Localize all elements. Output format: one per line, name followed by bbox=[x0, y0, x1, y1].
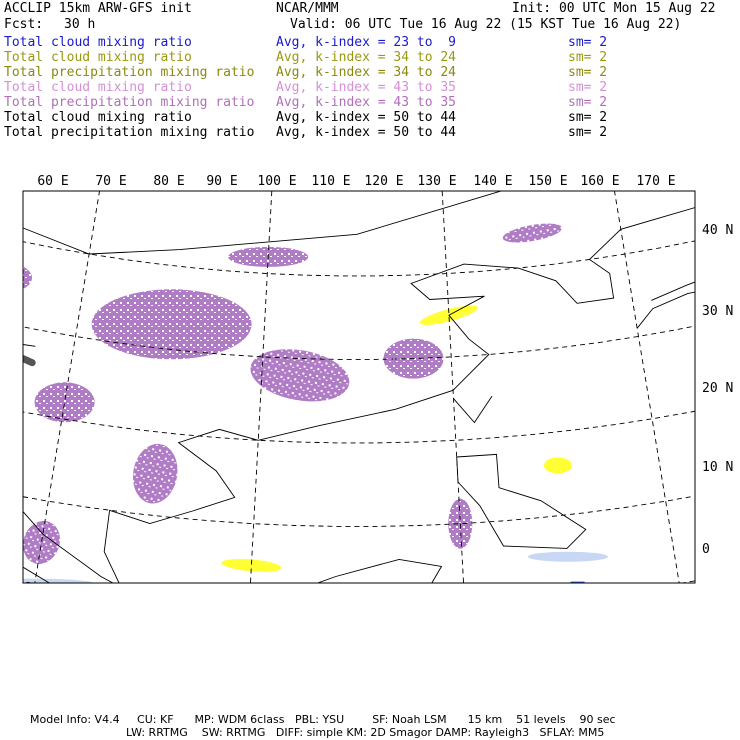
longitude-tick-label: 140 E bbox=[473, 174, 513, 189]
longitude-tick-label: 70 E bbox=[95, 174, 127, 189]
field-name: Total cloud mixing ratio bbox=[4, 80, 192, 95]
latitude-tick-label: 20 N bbox=[702, 381, 734, 396]
longitude-tick-label: 160 E bbox=[580, 174, 620, 189]
longitude-tick-label: 60 E bbox=[37, 174, 69, 189]
field-smoothing: sm= 2 bbox=[568, 50, 608, 65]
field-levels: Avg, k-index = 43 to 35 bbox=[276, 80, 457, 95]
precip-region bbox=[35, 382, 95, 422]
longitude-tick-label: 80 E bbox=[153, 174, 185, 189]
coastline bbox=[443, 590, 572, 649]
field-smoothing: sm= 2 bbox=[568, 95, 608, 110]
field-levels: Avg, k-index = 43 to 35 bbox=[276, 95, 457, 110]
field-levels: Avg, k-index = 50 to 44 bbox=[276, 125, 457, 140]
cloud-region bbox=[0, 620, 68, 630]
latitude-tick-label: 40 N bbox=[702, 223, 734, 238]
field-levels: Avg, k-index = 34 to 24 bbox=[276, 50, 457, 65]
field-name: Total cloud mixing ratio bbox=[4, 110, 192, 125]
field-name: Total cloud mixing ratio bbox=[4, 35, 192, 50]
field-name: Total precipitation mixing ratio bbox=[4, 95, 255, 110]
longitude-tick-label: 100 E bbox=[257, 174, 297, 189]
latitude-tick-label: 30 N bbox=[702, 304, 734, 319]
field-name: Total precipitation mixing ratio bbox=[4, 65, 255, 80]
longitude-tick-label: 130 E bbox=[417, 174, 457, 189]
longitude-tick-label: 120 E bbox=[364, 174, 404, 189]
model-title: ACCLIP 15km ARW-GFS init bbox=[4, 1, 192, 16]
field-smoothing: sm= 2 bbox=[568, 110, 608, 125]
org-label: NCAR/MMM bbox=[276, 1, 339, 16]
field-smoothing: sm= 2 bbox=[568, 80, 608, 95]
forecast-hour: 30 h bbox=[64, 17, 96, 32]
cloud-region bbox=[544, 457, 572, 473]
forecast-label: Fcst: bbox=[4, 17, 44, 32]
longitude-tick-label: 90 E bbox=[206, 174, 238, 189]
latitude-tick-label: 10 N bbox=[702, 460, 734, 475]
latitude-labels bbox=[702, 223, 733, 557]
longitude-tick-label: 110 E bbox=[311, 174, 351, 189]
precip-region bbox=[92, 289, 252, 359]
model-info-line2: LW: RRTMG SW: RRTMG DIFF: simple KM: 2D Smagor DAMP: Rayleigh3 SFLAY: MM5 bbox=[126, 726, 605, 739]
field-smoothing: sm= 2 bbox=[568, 35, 608, 50]
field-levels: Avg, k-index = 23 to 9 bbox=[276, 35, 457, 50]
cloud-wisp bbox=[528, 552, 608, 562]
valid-time: Valid: 06 UTC Tue 16 Aug 22 (15 KST Tue 16 Aug 22) bbox=[290, 17, 682, 32]
model-info-line1: Model Info: V4.4 CU: KF MP: WDM 6class PBL: YSU SF: Noah LSM 15 km 51 levels 90 sec bbox=[30, 713, 616, 726]
field-levels: Avg, k-index = 34 to 24 bbox=[276, 65, 457, 80]
longitude-tick-label: 150 E bbox=[528, 174, 568, 189]
longitude-labels bbox=[37, 174, 675, 189]
map-background bbox=[23, 191, 695, 583]
field-name: Total cloud mixing ratio bbox=[4, 50, 192, 65]
field-name: Total precipitation mixing ratio bbox=[4, 125, 255, 140]
field-levels: Avg, k-index = 50 to 44 bbox=[276, 110, 457, 125]
latitude-tick-label: 0 bbox=[702, 542, 710, 557]
field-smoothing: sm= 2 bbox=[568, 125, 608, 140]
longitude-tick-label: 170 E bbox=[636, 174, 676, 189]
field-smoothing: sm= 2 bbox=[568, 65, 608, 80]
init-time: Init: 00 UTC Mon 15 Aug 22 bbox=[512, 1, 716, 16]
